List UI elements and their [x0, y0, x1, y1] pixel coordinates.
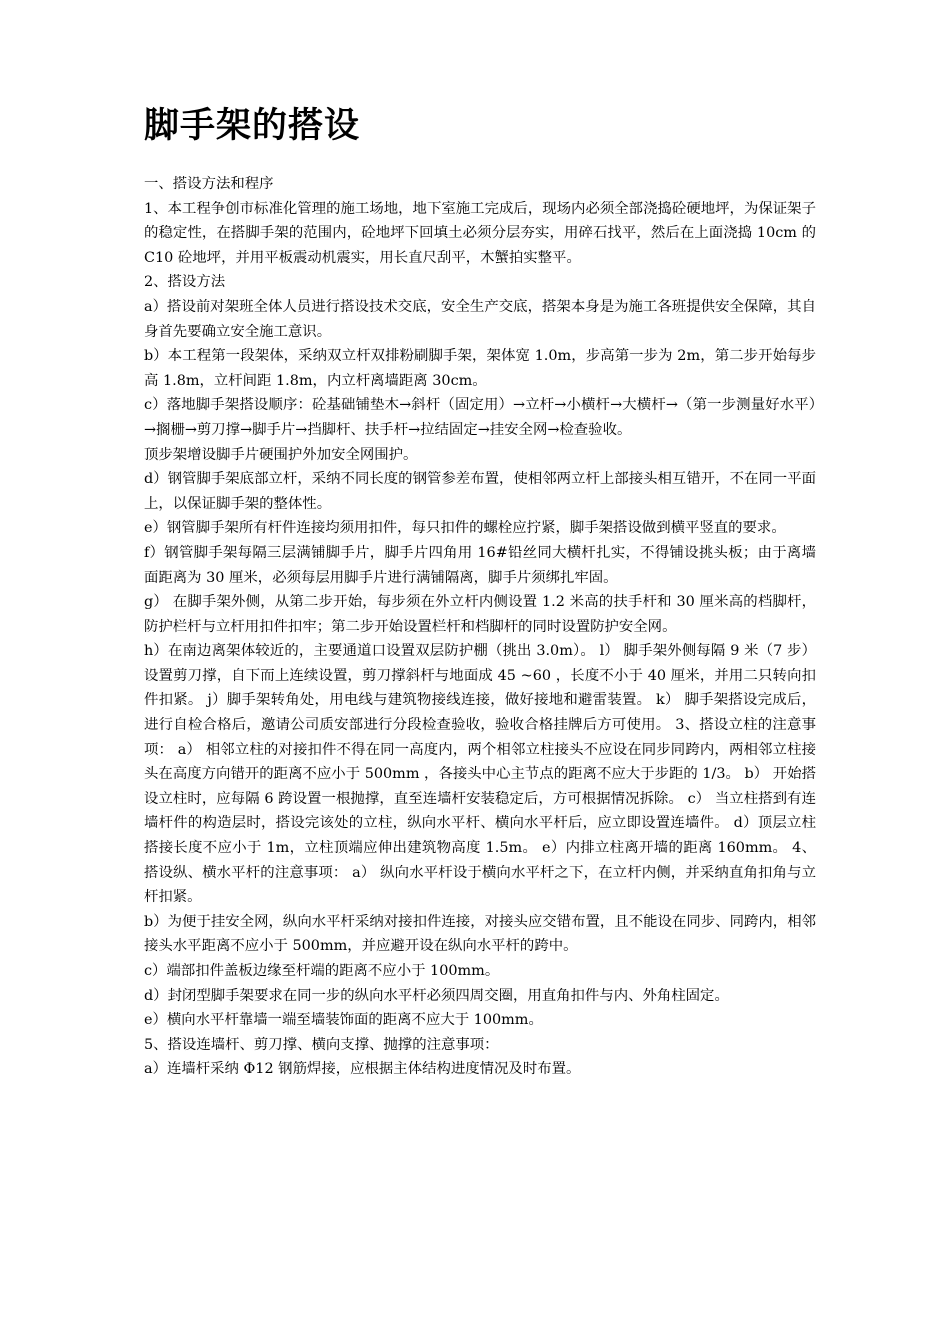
section-heading-2: 2、搭设方法: [144, 274, 226, 291]
paragraph-item-b: b）本工程第一段架体，采纳双立杆双排粉刷脚手架，架体宽 1.0m，步高第一步为 2m，第二步开始每步高 1.8m，立杆间距 1.8m，内立杆离墙距离 30cm。: [144, 348, 816, 389]
paragraph-item-f: f）钢管脚手架每隔三层满铺脚手片，脚手片四角用 16#铅丝同大横杆扎实，不得铺设挑头板；由于离墙面距离为 30 厘米，必须每层用脚手片进行满铺隔离，脚手片须绑扎牢固。: [144, 544, 816, 586]
paragraph-horizontal-b: b）为便于挂安全网，纵向水平杆采纳对接扣件连接，对接头应交错布置，且不能设在同步、同跨内，相邻接头水平距离不应小于 500mm，并应避开设在纵向水平杆的跨中。: [144, 913, 816, 955]
paragraph-item-g: g） 在脚手架外侧，从第二步开始，每步须在外立杆内侧设置 1.2 米高的扶手杆和 30 厘米高的档脚杆，防护栏杆与立杆用扣件扣牢；第二步开始设置栏杆和档脚杆的同时设置防护安全网。: [144, 594, 816, 635]
paragraph-top-step: 顶步架增设脚手片硬围护外加安全网围护。: [144, 446, 418, 463]
paragraph-item-a: a）搭设前对架班全体人员进行搭设技术交底，安全生产交底，搭架本身是为施工各班提供安全保障，其自身首先要确立安全施工意识。: [144, 298, 816, 340]
document-page: [144, 100, 816, 1082]
paragraph-item-h-long: h）在南边离架体较近的，主要通道口设置双层防护棚（挑出 3.0m）。 l） 脚手架外侧每隔 9 米（7 步）设置剪刀撑，自下而上连续设置，剪刀撑斜杆与地面成 45 ~60 ，长度不小于 40 厘米，并用二只转向扣件扣紧。 j）脚手架转角处，用电线与建筑物接线连接，做好接地和避雷装置。 k） 脚手架搭设完成后，进行自检合格后，邀请公司质安部进行分段检查验收，验收合格挂牌后方可使用。 3、搭设立柱的注意事项： a） 相邻立柱的对接扣件不得在同一高度内，两个相邻立柱接头不应设在同步同跨内，两相邻立柱接头在高度方向错开的距离不应小于 500mm ，各接头中心主节点的距离不应大于步距的 1/3。 b） 开始搭设立柱时，应每隔 6 跨设置一根抛撑，直至连墙杆安装稳定后，方可根据情况拆除。 c） 当立柱搭到有连墙杆件的构造层时，搭设完该处的立柱，纵向水平杆、横向水平杆后，应立即设置连墙件。 d）顶层立柱搭接长度不应小于 1m，立柱顶端应伸出建筑物高度 1.5m。 e）内排立柱离开墙的距离 160mm。 4、搭设纵、横水平杆的注意事项： a） 纵向水平杆设于横向水平杆之下，在立杆内侧，并采纳直角扣角与立杆扣紧。: [144, 643, 816, 906]
document-title: 脚手架的搭设: [144, 106, 361, 146]
paragraph-horizontal-e: e）横向水平杆靠墙一端至墙装饰面的距离不应大于 100mm。: [144, 1012, 543, 1029]
paragraph-item-e: e）钢管脚手架所有杆件连接均须用扣件，每只扣件的螺栓应拧紧，脚手架搭设做到横平竖直的要求。: [144, 520, 786, 537]
paragraph-horizontal-c: c）端部扣件盖板边缘至杆端的距离不应小于 100mm。: [144, 963, 500, 979]
section-heading-1: 一、搭设方法和程序: [144, 176, 274, 192]
paragraph-horizontal-d: d）封闭型脚手架要求在同一步的纵向水平杆必须四周交圈，用直角扣件与内、外角柱固定。: [144, 987, 729, 1004]
section-heading-5: 5、搭设连墙杆、剪刀撑、横向支撑、抛撑的注意事项：: [144, 1036, 499, 1053]
paragraph-item-c: c）落地脚手架搭设顺序：砼基础铺垫木→斜杆（固定用）→立杆→小横杆→大横杆→（第一步测量好水平）→搁栅→剪刀撑→脚手片→挡脚杆、扶手杆→拉结固定→挂安全网→检查验收。: [144, 397, 816, 438]
document-body: [144, 172, 816, 1082]
paragraph-item-d: d）钢管脚手架底部立杆，采纳不同长度的钢管参差布置，使相邻两立杆上部接头相互错开，不在同一平面上，以保证脚手架的整体性。: [144, 471, 816, 512]
paragraph-site-preparation: 1、本工程争创市标准化管理的施工场地，地下室施工完成后，现场内必须全部浇捣砼硬地坪，为保证架子的稳定性，在搭脚手架的范围内，砼地坪下回填土必须分层夯实，用碎石找平，然后在上面浇捣 10cm 的 C10 砼地坪，并用平板震动机震实，用长直尺刮平，木蟹拍实整平。: [144, 200, 816, 266]
paragraph-wall-tie-a: a）连墙杆采纳 Φ12 钢筋焊接，应根据主体结构进度情况及时布置。: [144, 1061, 581, 1078]
